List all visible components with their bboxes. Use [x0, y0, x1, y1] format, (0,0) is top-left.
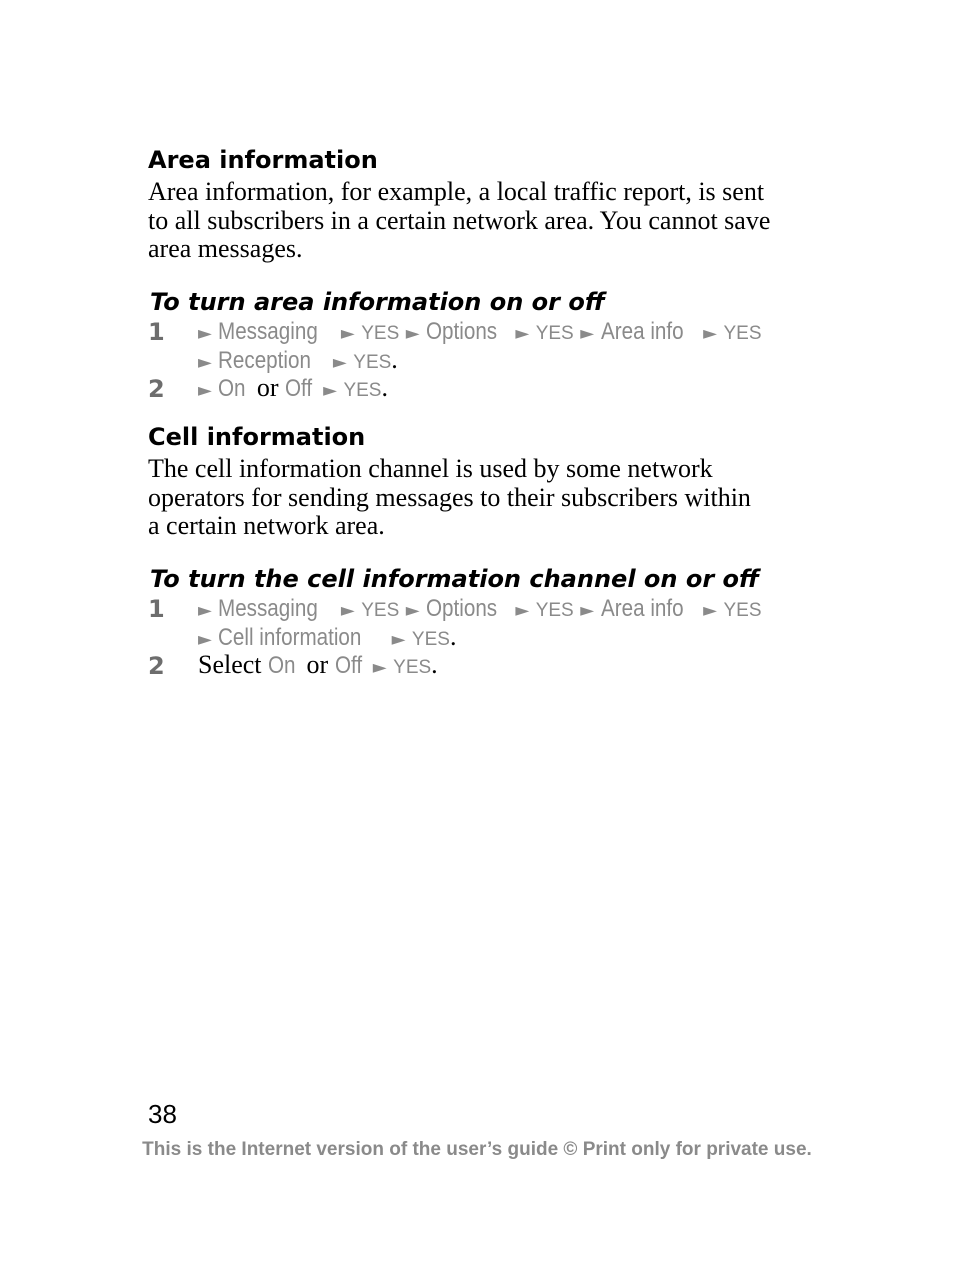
arrow-right-icon: ► — [198, 352, 212, 373]
step-number: 1 — [148, 595, 165, 623]
or-text: or — [306, 650, 329, 679]
yes-key-label: YES — [361, 600, 400, 621]
footer-notice: This is the Internet version of the user’s guide © Print only for private use. — [142, 1139, 812, 1160]
step-2-line — [198, 374, 388, 406]
menu-item-off: Off — [285, 375, 313, 402]
arrow-right-icon: ► — [332, 352, 347, 373]
arrow-right-icon: ► — [198, 600, 212, 621]
area-information-paragraph — [148, 178, 770, 264]
step-2-line — [198, 651, 438, 683]
menu-item-options: Options — [426, 318, 498, 345]
step-number: 2 — [148, 375, 165, 403]
arrow-right-icon: ► — [515, 323, 530, 344]
arrow-right-icon: ► — [515, 600, 530, 621]
arrow-right-icon: ► — [391, 629, 406, 650]
period: . — [391, 345, 398, 374]
yes-key-label: YES — [723, 323, 762, 344]
arrow-right-icon: ► — [405, 600, 420, 621]
period: . — [381, 373, 388, 402]
yes-key-label: YES — [535, 323, 574, 344]
arrow-right-icon: ► — [340, 323, 355, 344]
menu-item-reception: Reception — [218, 347, 312, 374]
step-1-line-1 — [198, 594, 762, 626]
step-1-line-1 — [198, 317, 762, 349]
menu-item-off: Off — [334, 652, 362, 679]
arrow-right-icon: ► — [372, 657, 387, 678]
procedure-title-area-information: To turn area information on or off — [150, 288, 605, 316]
cell-information-paragraph — [148, 455, 751, 541]
step-1-line-2 — [198, 346, 398, 378]
yes-key-label: YES — [411, 629, 450, 650]
period: . — [449, 622, 457, 651]
paragraph-line: to all subscribers in a certain network area. You cannot save — [148, 205, 771, 235]
menu-item-messaging: Messaging — [218, 318, 319, 345]
select-text: Select — [198, 650, 262, 679]
menu-item-on: On — [268, 652, 296, 679]
arrow-right-icon: ► — [703, 323, 717, 344]
yes-key-label: YES — [723, 600, 762, 621]
arrow-right-icon: ► — [580, 323, 595, 344]
menu-item-options: Options — [426, 595, 498, 622]
arrow-right-icon: ► — [405, 323, 420, 344]
paragraph-line: operators for sending messages to their subscribers within — [148, 482, 751, 512]
menu-item-on: On — [218, 375, 246, 402]
yes-key-label: YES — [343, 380, 382, 401]
arrow-right-icon: ► — [198, 380, 212, 401]
section-heading-cell-information: Cell information — [148, 423, 366, 451]
arrow-right-icon: ► — [580, 600, 595, 621]
or-text: or — [256, 373, 279, 402]
period: . — [431, 650, 438, 679]
paragraph-line: The cell information channel is used by some network — [148, 454, 713, 483]
arrow-right-icon: ► — [340, 600, 355, 621]
menu-item-cell-information: Cell information — [218, 624, 362, 651]
yes-key-label: YES — [361, 323, 400, 344]
arrow-right-icon: ► — [703, 600, 717, 621]
paragraph-line: Area information, for example, a local traffic report, is sent — [148, 177, 765, 206]
paragraph-line: area messages. — [148, 234, 303, 263]
yes-key-label: YES — [535, 600, 574, 621]
menu-item-area-info: Area info — [600, 318, 684, 345]
step-number: 2 — [148, 652, 165, 680]
arrow-right-icon: ► — [323, 380, 337, 401]
procedure-title-cell-information: To turn the cell information channel on or off — [150, 565, 759, 593]
yes-key-label: YES — [393, 657, 432, 678]
paragraph-line: a certain network area. — [148, 511, 385, 540]
section-heading-area-information: Area information — [148, 146, 378, 174]
menu-item-area-info: Area info — [600, 595, 684, 622]
arrow-right-icon: ► — [198, 323, 212, 344]
arrow-right-icon: ► — [198, 629, 212, 650]
yes-key-label: YES — [353, 352, 392, 373]
page-number: 38 — [148, 1099, 177, 1129]
step-number: 1 — [148, 318, 165, 346]
menu-item-messaging: Messaging — [218, 595, 319, 622]
